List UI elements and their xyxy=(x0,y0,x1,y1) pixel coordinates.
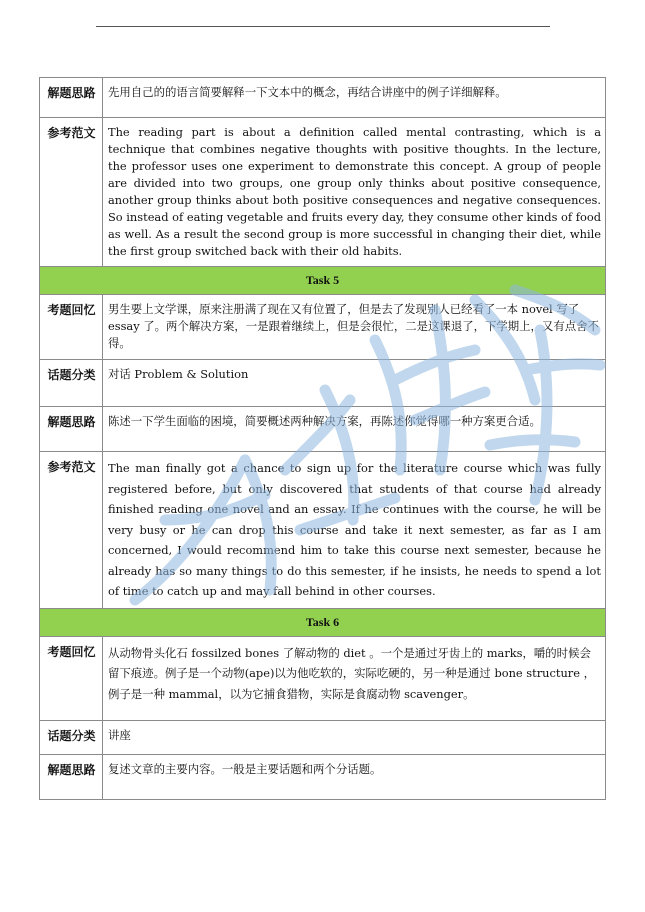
row-content: 男生要上文学课，原来注册满了现在又有位置了，但是去了发现别人已经看了一本 novel 写了 essay 了。两个解决方案，一是跟着继续上，但是会很忙，二是这课退了，下学期上，又有点舍不得。 xyxy=(103,295,606,360)
row-label: 考题回忆 xyxy=(40,636,103,720)
content-table xyxy=(39,77,606,800)
table-row xyxy=(40,636,606,720)
task-header-row xyxy=(40,608,606,636)
table-row xyxy=(40,78,606,118)
task-heading: Task 6 xyxy=(40,608,606,636)
row-content: 先用自己的的语言简要解释一下文本中的概念，再结合讲座中的例子详细解释。 xyxy=(103,78,606,118)
page-header-rule xyxy=(96,26,550,27)
row-label: 话题分类 xyxy=(40,360,103,407)
table-row xyxy=(40,295,606,360)
row-label: 考题回忆 xyxy=(40,295,103,360)
row-content: 对话 Problem & Solution xyxy=(103,360,606,407)
row-label: 参考范文 xyxy=(40,118,103,267)
row-label: 话题分类 xyxy=(40,720,103,754)
row-label: 解题思路 xyxy=(40,407,103,452)
row-label: 解题思路 xyxy=(40,78,103,118)
row-content: 复述文章的主要内容。一般是主要话题和两个分话题。 xyxy=(103,754,606,799)
row-label: 解题思路 xyxy=(40,754,103,799)
row-content: 陈述一下学生面临的困境，简要概述两种解决方案，再陈述你觉得哪一种方案更合适。 xyxy=(103,407,606,452)
table-row xyxy=(40,407,606,452)
row-content: The man finally got a chance to sign up for the literature course which was fully registered before, but only discovered that students of that course had already finished reading one novel and an essay. If he continues with the course, he will be very busy or he can drop this course and take it next semester, as far as I am concerned, I would recommend him to take this course next semester, because he already has so many things to do this semester, if he insists, he needs to spend a lot of time to catch up and may fall behind in other courses. xyxy=(103,452,606,609)
task-header-row xyxy=(40,267,606,295)
table-row xyxy=(40,118,606,267)
table-row xyxy=(40,360,606,407)
row-content: 从动物骨头化石 fossilzed bones 了解动物的 diet 。一个是通过牙齿上的 marks，嚼的时候会留下痕迹。例子是一个动物(ape)以为他吃软的，实际吃硬的，另一种是通过 bone structure ，例子是一种 mammal，以为它捕食猎物，实际是食腐动物 scavenger。 xyxy=(103,636,606,720)
task-heading: Task 5 xyxy=(40,267,606,295)
row-content: 讲座 xyxy=(103,720,606,754)
table-row xyxy=(40,452,606,609)
table-row xyxy=(40,720,606,754)
table-row xyxy=(40,754,606,799)
row-content: The reading part is about a definition called mental contrasting, which is a technique that combines negative thoughts with positive thoughts. In the lecture, the professor uses one experiment to demonstrate this concept. A group of people are divided into two groups, one group only thinks about positive consequence, another group thinks about both positive consequences and negative consequences. So instead of eating vegetable and fruits every day, they consume other kinds of food as well. As a result the second group is more successful in changing their diet, while the first group switched back with their old habits. xyxy=(103,118,606,267)
row-label: 参考范文 xyxy=(40,452,103,609)
